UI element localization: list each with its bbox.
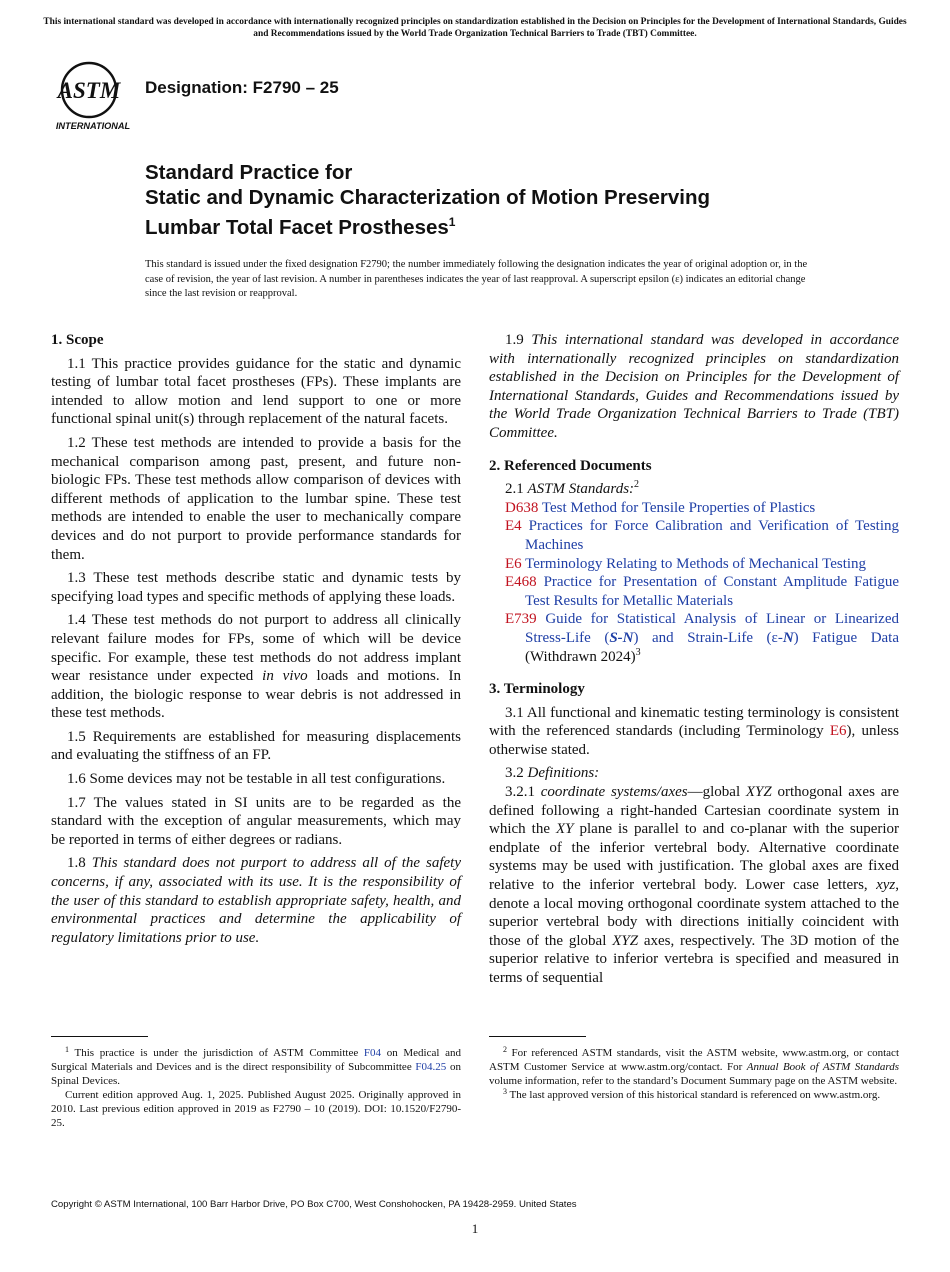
left-column (51, 331, 461, 952)
document-title (145, 160, 845, 240)
svg-text:INTERNATIONAL: INTERNATIONAL (55, 121, 131, 131)
paragraph-1-5: 1.5 Requirements are established for measuring displacements and evaluating the stiffness of an FP. (51, 728, 461, 764)
section-heading-referenced-documents: 2. Referenced Documents (489, 457, 652, 474)
reference-item-d638[interactable]: D638 Test Method for Tensile Properties of Plastics (505, 499, 816, 516)
terminology-e6-link[interactable]: E6 (829, 723, 847, 740)
footnote-divider-left (51, 1036, 148, 1037)
footnotes-left (51, 1046, 461, 1130)
reference-item-e6[interactable]: E6 Terminology Relating to Methods of Mechanical Testing (505, 555, 867, 572)
paragraph-1-2: 1.2 These test methods are intended to provide a basis for the mechanical comparison among past, present, and future non-biologic FPs. These test methods allow comparison of devices with different methods of application to the lumbar spine. These test methods are intended to enable the user to mechanically compare devices and do not purport to provide performance standards for them. (51, 434, 461, 563)
reference-item-e468[interactable]: E468 Practice for Presentation of Constant Amplitude Fatigue Test Results for Metallic Materials (505, 574, 899, 609)
title-line-3: Lumbar Total Facet Prostheses$^1$ (145, 215, 456, 239)
copyright-notice: Copyright © ASTM International, 100 Barr Harbor Drive, PO Box C700, West Conshohocken, PA 19428-2959. United States (51, 1199, 577, 1210)
subcommittee-f04-25-link[interactable]: F04.25 (415, 1061, 447, 1073)
title-footnote-mark: 1 (448, 215, 456, 229)
reference-item-e4[interactable]: E4 Practices for Force Calibration and Verification of Testing Machines (505, 518, 899, 553)
svg-text:ASTM: ASTM (57, 78, 121, 103)
footnotes-right (489, 1046, 899, 1102)
section-heading-scope: 1. Scope (51, 332, 104, 348)
footnote-1-edition: Current edition approved Aug. 1, 2025. Published August 2025. Originally approved in 2010. Last previous edition approved in 2019 as F2790 – 10 (2019). DOI: 10.1520/F2790-25. (51, 1089, 461, 1129)
paragraph-1-1: 1.1 This practice provides guidance for the static and dynamic testing of lumbar total facet prostheses (FPs). These implants are intended to allow motion and lend support to one or more functional spinal unit(s) through replacement of the natural facets. (51, 355, 461, 428)
footnote-2: $^2$ For referenced ASTM standards, visit the ASTM website, www.astm.org, or contact ASTM Customer Service at www.astm.org/contact. For Annual Book of ASTM Standards volume information, refer to the standard’s Document Summary page on the ASTM website. (489, 1045, 899, 1087)
paragraph-1-7: 1.7 The values stated in SI units are to be regarded as the standard with the exception of angular measurements, which may be reported in terms of either degrees or radians. (51, 794, 461, 848)
paragraph-1-8: 1.8 This standard does not purport to address all of the safety concerns, if any, associated with its use. It is the responsibility of the user of this standard to establish appropriate safety, health, and environmental practices and determine the applicability of regulatory limitations prior to use. (51, 855, 462, 946)
paragraph-3-2: 3.2 Definitions: (505, 765, 600, 782)
footnote-divider-right (489, 1036, 586, 1037)
paragraph-1-9: 1.9 This international standard was developed in accordance with internationally recognized principles on standardization established in the Decision on Principles for the Development of International Standards, Guides and Recommendations issued by the World Trade Organization Technical Barriers to Trade (TBT) Committee. (489, 332, 900, 441)
paragraph-3-2-1: 3.2.1 coordinate systems/axes—global XYZ orthogonal axes are defined following a right-handed Cartesian coordinate system in which the XY plane is parallel to and co-planar with the superior endplate of the inferior vertebral body. Alternative coordinate systems may be used with justification. The global axes are fixed relative to the inferior vertebral body. Lower case letters, xyz, denote a local moving orthogonal coordinate system attached to the superior vertebral body with directions initially coincident with those of the global XYZ axes, respectively. The 3D motion of the superior relative to inferior vertebra is specified and measured in terms of sequential (489, 784, 900, 986)
logo-letters (56, 78, 122, 103)
paragraph-1-3: 1.3 These test methods describe static and dynamic tests by specifying load types and specific methods of applying these loads. (51, 570, 461, 605)
astm-logo (52, 57, 136, 133)
footnote-3: $^3$ The last approved version of this historical standard is referenced on www.astm.org. (503, 1087, 881, 1101)
international-standard-notice: This international standard was developed in accordance with internationally recognized principles on standardization established in the Decision on Principles for the Development of International Standards, Guides and Recommendations issued by the World Trade Organization Technical Barriers to Trade (TBT) Committee. (43, 17, 907, 39)
right-column (489, 331, 899, 993)
title-line-2: Static and Dynamic Characterization of Motion Preserving (145, 186, 711, 209)
footnote-1: $^1$ This practice is under the jurisdiction of ASTM Committee F04 on Medical and Surgical Materials and Devices and is the direct responsibility of Subcommittee F04.25 on Spinal Devices. (51, 1045, 462, 1087)
paragraph-1-4: 1.4 These test methods do not purport to address all clinically relevant failure modes for FPs, some of which will be device specific. For example, these test methods do not address implant wear resistance under expected in vivo loads and motions. In addition, the biologic response to wear debris is not addressed in these test methods. (51, 612, 462, 722)
paragraph-1-6: 1.6 Some devices may not be testable in all test configurations. (67, 771, 446, 788)
designation: Designation: F2790 – 25 (145, 78, 339, 97)
page-number: 1 (471, 1221, 479, 1236)
paragraph-2-1: 2.1 ASTM Standards:$^2$ (505, 479, 640, 498)
issued-note: This standard is issued under the fixed designation F2790; the number immediately following the designation indicates the year of original adoption or, in the case of revision, the year of last revision. A number in parentheses indicates the year of last reapproval. A superscript epsilon (ε) indicates an editorial change since the last revision or reapproval. (145, 259, 808, 299)
section-heading-terminology: 3. Terminology (489, 681, 585, 698)
paragraph-3-1: 3.1 All functional and kinematic testing terminology is consistent with the referenced standards (including Terminology E6), unless otherwise stated. (489, 704, 900, 758)
reference-item-e739[interactable]: E739 Guide for Statistical Analysis of Linear or Linearized Stress-Life (S-N) and Strain-Life (ε-N) Fatigue Data (Withdrawn 2024)$^3$ (505, 611, 900, 665)
committee-f04-link[interactable]: F04 (363, 1047, 382, 1059)
title-line-1: Standard Practice for (145, 161, 353, 184)
